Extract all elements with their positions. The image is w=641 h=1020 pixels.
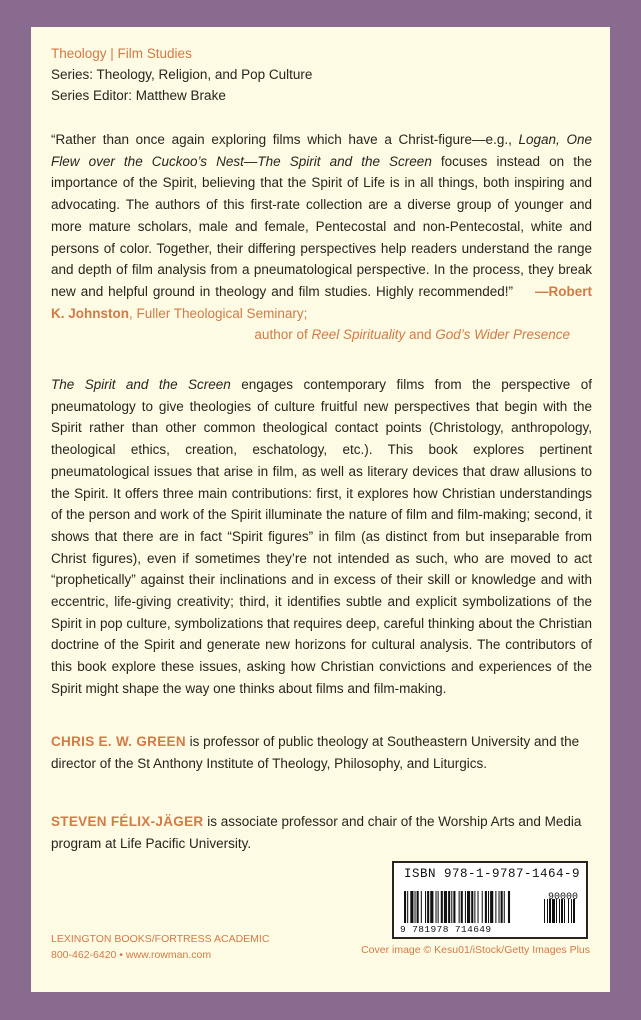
barcode-bar [490, 891, 493, 923]
barcode-bar [404, 891, 406, 923]
barcode-bar [451, 891, 452, 923]
barcode-bar [467, 891, 470, 923]
description-title: The Spirit and the Screen [51, 377, 231, 392]
quote-text [51, 129, 592, 324]
quote-dash: — [243, 153, 258, 169]
barcode-bar [504, 891, 505, 923]
barcode-bar [485, 891, 487, 923]
book-description [51, 374, 592, 700]
barcode-bar [501, 891, 503, 923]
barcode-bar [407, 891, 408, 923]
publisher-name: LEXINGTON BOOKS/FORTRESS ACADEMIC [51, 933, 270, 945]
barcode-bar [436, 891, 437, 923]
attrib-and: and [405, 327, 436, 343]
attrib-book-1: Reel Spirituality [311, 327, 406, 343]
quote-film-titles: Logan, One Flew over the Cuckoo’s Nest [51, 132, 593, 169]
series-line: Series: Theology, Religion, and Pop Culture [51, 67, 313, 82]
barcode-bar [427, 891, 429, 923]
author-bio-text: is professor of public theology at Southeastern University and the director of the St Anthony Institute of Theology, Philosophy, and Liturgics. [51, 734, 580, 771]
barcode-bar [444, 891, 447, 923]
quote-author-org: , Fuller Theological Seminary; [129, 305, 308, 321]
barcode-bar [482, 891, 483, 923]
barcode-bar [474, 891, 475, 923]
barcode-bar [415, 891, 416, 923]
category-line: Theology | Film Studies [51, 46, 192, 61]
barcode-bar [465, 891, 466, 923]
publisher-contact: 800-462-6420 • www.rowman.com [51, 949, 212, 961]
barcode-bar [488, 891, 489, 923]
ean-digits: 9 781978 714649 [400, 924, 492, 935]
quote-part: “Rather than once again exploring films which have a Christ-figure—e.g., [51, 132, 519, 147]
isbn-barcode [392, 861, 588, 939]
barcode-bar [461, 891, 463, 923]
barcode-bar [495, 891, 496, 923]
price-code: 90000 [547, 892, 578, 903]
author-bio-text: is associate professor and chair of the Worship Arts and Media program at Life Pacific University. [51, 814, 582, 851]
attrib-book-2: God’s Wider Presence [435, 327, 570, 343]
barcode-bar [459, 891, 460, 923]
barcode-bar [438, 891, 439, 923]
series-editor-line: Series Editor: Matthew Brake [51, 88, 226, 103]
quote-part: focuses instead on the importance of the Spirit, believing that the Spirit of Life is in all things, both inspiring and advocating. The authors of this first-rate collection are a diverse group of younger and more mature scholars, male and female, Pentecostal and non-Pentecostal, white and persons of color. Together, their differing perspectives help readers understand the range and depth of film analysis from a pneumatological perspective. In the process, they break new and helpful ground in theology and film studies. Highly recommended!” [51, 153, 592, 299]
barcode-bar [471, 891, 473, 923]
barcode-bar [448, 891, 450, 923]
cover-credit: Cover image © Kesu01/iStock/Getty Images Plus [361, 944, 590, 956]
publisher-info [51, 931, 269, 963]
isbn-label: ISBN 978-1-9787-1464-9 [404, 867, 581, 881]
barcode-bar [425, 891, 426, 923]
barcode-bar [421, 891, 422, 923]
barcode-bar [478, 891, 479, 923]
quote-author: —Robert K. Johnston [51, 283, 592, 321]
barcode-bar [499, 891, 500, 923]
author-name: CHRIS E. W. GREEN [51, 734, 186, 749]
barcode-bar [410, 891, 413, 923]
barcode-bar [417, 891, 419, 923]
author-name: STEVEN FÉLIX-JÄGER [51, 814, 204, 829]
endorsement-quote [51, 129, 592, 346]
back-cover [31, 27, 610, 992]
series-header [51, 43, 312, 106]
quote-attribution [51, 324, 592, 346]
barcode-bar [430, 891, 433, 923]
barcode-bar [508, 891, 510, 923]
barcode-addon-bar [544, 899, 545, 923]
attrib-prefix: author of [254, 327, 312, 343]
quote-book-title: The Spirit and the Screen [257, 153, 432, 169]
description-text: engages contemporary films from the perspective of pneumatology to give theologies of culture fruitful new perspectives that begin with the Spirit rather than other common theological contact points (Christology, anthropology, theological ethics, creation, eschatology, etc.). This book explores pertinent pneumatological issues that arise in film, as well as literary devices that draw allusions to the Spirit. It offers three main contributions: first, it explores how Christian understandings of the person and work of the Spirit illuminate the nature of film and film-making; second, it shows that there are in fact “Spirit figures” in film (as distinct from but inseparable from Christ figures), even if sometimes they’re not intended as such, who are moved to act “prophetically” against their inclinations and in excess of their skill or knowledge and with eccentric, life-giving creativity; third, it identifies subtle and explicit symbolizations of the Spirit in pop culture, symbolizations that requires deep, careful thinking about the Christian doctrine of the Spirit and generate new horizons for cultural analysis. The contributors of this book explore these issues, asking how Christian convictions and experiences of the Spirit might shape the way one thinks about films and film-making. [51, 377, 592, 696]
author-bio-1 [51, 731, 592, 774]
barcode-bar [453, 891, 455, 923]
author-bio-2 [51, 811, 592, 854]
barcode-bar [441, 891, 443, 923]
